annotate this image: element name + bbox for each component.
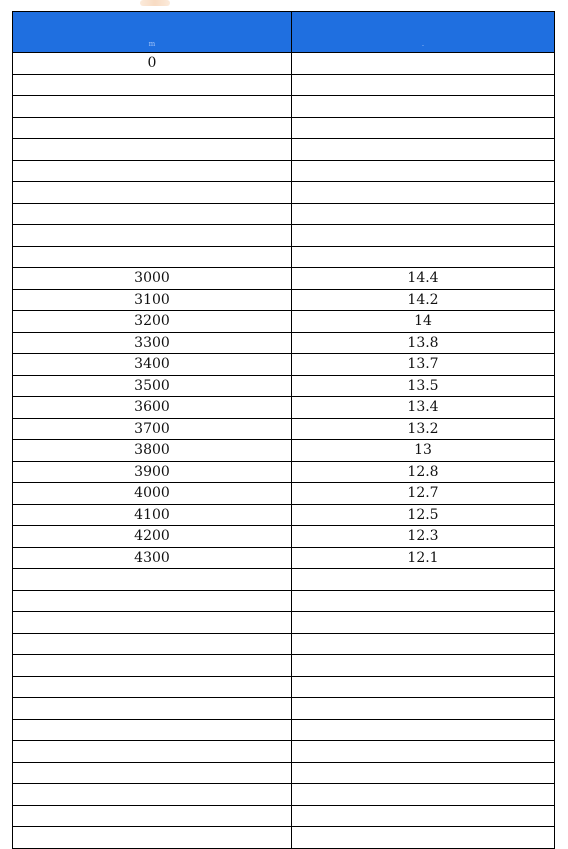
cell-col-1[interactable] <box>13 719 292 741</box>
cell-col-1[interactable] <box>13 182 292 204</box>
cell-col-1[interactable] <box>13 827 292 849</box>
cell-col-1[interactable] <box>13 784 292 806</box>
cell-col-1[interactable]: 0 <box>13 53 292 75</box>
table-row <box>13 289 555 311</box>
column-header-1-label: m <box>148 40 156 48</box>
cell-col-1[interactable] <box>13 160 292 182</box>
cell-col-1[interactable] <box>13 633 292 655</box>
cell-col-2[interactable] <box>292 182 555 204</box>
table-row <box>13 633 555 655</box>
cell-col-2[interactable] <box>292 74 555 96</box>
table-row <box>13 461 555 483</box>
cell-col-1[interactable]: 3000 <box>13 268 292 290</box>
cell-col-1[interactable]: 4100 <box>13 504 292 526</box>
cell-col-1[interactable] <box>13 569 292 591</box>
column-header-2[interactable] <box>292 12 555 53</box>
cell-col-1[interactable] <box>13 655 292 677</box>
cell-col-2[interactable] <box>292 805 555 827</box>
cell-col-1[interactable]: 3900 <box>13 461 292 483</box>
cell-col-2[interactable] <box>292 225 555 247</box>
cell-col-1[interactable] <box>13 590 292 612</box>
cell-col-1[interactable]: 3700 <box>13 418 292 440</box>
cell-col-1[interactable] <box>13 762 292 784</box>
cell-col-2[interactable] <box>292 698 555 720</box>
column-header-2-label: . <box>421 40 425 48</box>
cell-col-2[interactable]: 12.3 <box>292 526 555 548</box>
cell-col-2[interactable]: 13 <box>292 440 555 462</box>
cell-col-1[interactable]: 4200 <box>13 526 292 548</box>
cell-col-2[interactable] <box>292 676 555 698</box>
cell-col-2[interactable] <box>292 633 555 655</box>
table-row <box>13 418 555 440</box>
cell-col-1[interactable] <box>13 698 292 720</box>
cell-col-1[interactable]: 3300 <box>13 332 292 354</box>
table-body <box>13 53 555 849</box>
cell-col-1[interactable]: 3600 <box>13 397 292 419</box>
table-row <box>13 74 555 96</box>
cell-col-2[interactable]: 12.5 <box>292 504 555 526</box>
cell-col-2[interactable]: 13.7 <box>292 354 555 376</box>
cell-col-2[interactable]: 14 <box>292 311 555 333</box>
cell-col-2[interactable] <box>292 246 555 268</box>
table-row <box>13 53 555 75</box>
table-header <box>13 12 555 53</box>
cell-col-2[interactable] <box>292 569 555 591</box>
cell-col-2[interactable] <box>292 53 555 75</box>
cell-col-2[interactable] <box>292 117 555 139</box>
cell-col-2[interactable]: 14.2 <box>292 289 555 311</box>
cell-col-2[interactable]: 12.1 <box>292 547 555 569</box>
table-row <box>13 805 555 827</box>
cell-col-1[interactable] <box>13 246 292 268</box>
data-table <box>12 11 555 849</box>
table-row <box>13 590 555 612</box>
cell-col-1[interactable] <box>13 96 292 118</box>
table-row <box>13 117 555 139</box>
cell-col-2[interactable]: 12.7 <box>292 483 555 505</box>
table-row <box>13 827 555 849</box>
cell-col-2[interactable] <box>292 96 555 118</box>
cell-col-1[interactable] <box>13 612 292 634</box>
data-sheet <box>12 11 554 849</box>
cell-col-2[interactable] <box>292 160 555 182</box>
table-row <box>13 483 555 505</box>
table-row <box>13 375 555 397</box>
table-row <box>13 698 555 720</box>
table-row <box>13 741 555 763</box>
cell-col-2[interactable] <box>292 203 555 225</box>
table-row <box>13 311 555 333</box>
cell-col-1[interactable]: 3400 <box>13 354 292 376</box>
table-row <box>13 504 555 526</box>
cell-col-1[interactable] <box>13 225 292 247</box>
table-row <box>13 676 555 698</box>
table-row <box>13 354 555 376</box>
cell-col-1[interactable] <box>13 117 292 139</box>
cell-col-1[interactable]: 4000 <box>13 483 292 505</box>
table-row <box>13 655 555 677</box>
table-row <box>13 719 555 741</box>
cell-col-2[interactable]: 13.8 <box>292 332 555 354</box>
cell-col-2[interactable]: 12.8 <box>292 461 555 483</box>
cell-col-1[interactable]: 3100 <box>13 289 292 311</box>
cell-col-2[interactable] <box>292 139 555 161</box>
cell-col-1[interactable] <box>13 676 292 698</box>
cell-col-2[interactable] <box>292 655 555 677</box>
cell-col-2[interactable] <box>292 784 555 806</box>
cell-col-1[interactable] <box>13 74 292 96</box>
table-row <box>13 139 555 161</box>
cell-col-2[interactable] <box>292 762 555 784</box>
table-row <box>13 569 555 591</box>
table-row <box>13 612 555 634</box>
cell-col-2[interactable]: 13.5 <box>292 375 555 397</box>
table-row <box>13 784 555 806</box>
cell-col-2[interactable] <box>292 719 555 741</box>
cell-col-1[interactable] <box>13 741 292 763</box>
cell-col-2[interactable] <box>292 612 555 634</box>
table-row <box>13 160 555 182</box>
cell-col-2[interactable] <box>292 590 555 612</box>
table-row <box>13 397 555 419</box>
table-row <box>13 762 555 784</box>
cell-col-2[interactable]: 14.4 <box>292 268 555 290</box>
cell-col-1[interactable] <box>13 805 292 827</box>
table-row <box>13 268 555 290</box>
cell-col-1[interactable]: 4300 <box>13 547 292 569</box>
top-smudge <box>140 0 170 6</box>
table-row <box>13 332 555 354</box>
cell-col-2[interactable] <box>292 741 555 763</box>
cell-col-2[interactable]: 13.4 <box>292 397 555 419</box>
table-row <box>13 225 555 247</box>
header-row <box>13 12 555 53</box>
table-row <box>13 182 555 204</box>
cell-col-2[interactable]: 13.2 <box>292 418 555 440</box>
cell-col-1[interactable]: 3200 <box>13 311 292 333</box>
table-row <box>13 203 555 225</box>
column-header-1[interactable] <box>13 12 292 53</box>
cell-col-1[interactable] <box>13 203 292 225</box>
table-row <box>13 440 555 462</box>
table-row <box>13 526 555 548</box>
table-row <box>13 96 555 118</box>
cell-col-1[interactable] <box>13 139 292 161</box>
table-row <box>13 547 555 569</box>
cell-col-1[interactable]: 3500 <box>13 375 292 397</box>
cell-col-2[interactable] <box>292 827 555 849</box>
table-row <box>13 246 555 268</box>
cell-col-1[interactable]: 3800 <box>13 440 292 462</box>
